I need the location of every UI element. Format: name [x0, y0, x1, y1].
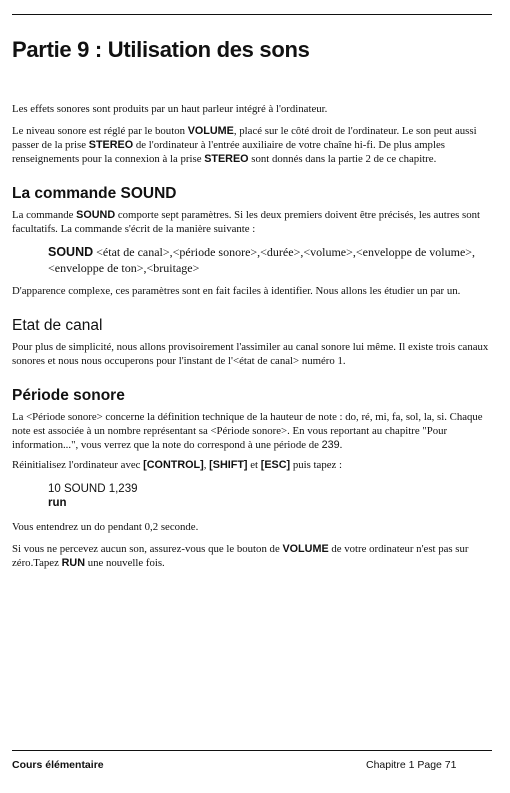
- sound-syntax: SOUND <état de canal>,<période sonore>,<durée>,<volume>,<enveloppe de volume>,<enveloppe de ton>,<bruitage>: [48, 245, 476, 275]
- result-paragraph: Vous entendrez un do pendant 0,2 seconde.: [12, 521, 199, 533]
- volume-keyword: VOLUME: [187, 125, 234, 137]
- section-heading-sound: La commande SOUND: [12, 185, 177, 202]
- run-keyword: RUN: [61, 557, 85, 569]
- control-key: [CONTROL]: [143, 459, 204, 471]
- periode-paragraph: La <Période sonore> concerne la définition technique de la hauteur de note : do, ré, mi, fa, sol, la, si. Chaque note est associée à un nombre représentant sa <Période sonore>. En vous reportant au chapitre "Pour information...", vous verrez que la note do correspond à une période de 239.: [12, 411, 483, 451]
- reset-paragraph: Réinitialisez l'ordinateur avec [CONTROL], [SHIFT] et [ESC] puis tapez :: [12, 459, 343, 471]
- sound-keyword: SOUND: [76, 209, 116, 221]
- footer-course-title: Cours élémentaire: [12, 759, 104, 771]
- period-number: 239: [321, 439, 340, 451]
- page-title: Partie 9 : Utilisation des sons: [12, 37, 310, 62]
- bottom-rule: [12, 750, 492, 751]
- stereo-keyword: STEREO: [204, 153, 249, 165]
- esc-key: [ESC]: [260, 459, 291, 471]
- intro-paragraph: Les effets sonores sont produits par un haut parleur intégré à l'ordinateur.: [12, 103, 328, 115]
- troubleshoot-paragraph: Si vous ne percevez aucun son, assurez-vous que le bouton de VOLUME de votre ordinateur n'est pas sur zéro.Tapez RUN une nouvelle fois.: [12, 543, 469, 569]
- footer-page-number: Chapitre 1 Page 71: [366, 759, 457, 771]
- etat-paragraph: Pour plus de simplicité, nous allons provisoirement l'assimiler au canal sonore lui même. Il existe trois canaux sonores et nous nous occuperons pour l'instant de l'<état de canal> numéro 1.: [12, 341, 489, 367]
- page-content: [12, 102, 490, 570]
- parameters-paragraph: D'apparence complexe, ces paramètres sont en fait faciles à identifier. Nous allons les étudier un par un.: [12, 285, 461, 297]
- code-listing: [48, 482, 490, 510]
- section-heading-periode: Période sonore: [12, 387, 125, 404]
- syntax-keyword: SOUND: [48, 245, 94, 259]
- code-line: 10 SOUND 1,239: [48, 483, 138, 495]
- shift-key: [SHIFT]: [209, 459, 248, 471]
- stereo-keyword: STEREO: [88, 139, 134, 151]
- top-rule: [12, 14, 492, 15]
- sound-paragraph: La commande SOUND comporte sept paramètres. Si les deux premiers doivent être précisés, les autres sont facultatifs. La commande s'écrit de la manière suivante :: [12, 209, 481, 235]
- section-heading-etat: Etat de canal: [12, 317, 103, 334]
- code-line: run: [48, 497, 67, 509]
- volume-paragraph: Le niveau sonore est réglé par le bouton VOLUME, placé sur le côté droit de l'ordinateur. Le son peut aussi passer de la prise STEREO de l'ordinateur à l'entrée auxiliaire de votre chaîne hi-fi. De plus amples renseignements pour la connexion à la prise STEREO sont donnés dans la partie 2 de ce chapitre.: [12, 125, 477, 165]
- volume-keyword: VOLUME: [282, 543, 329, 555]
